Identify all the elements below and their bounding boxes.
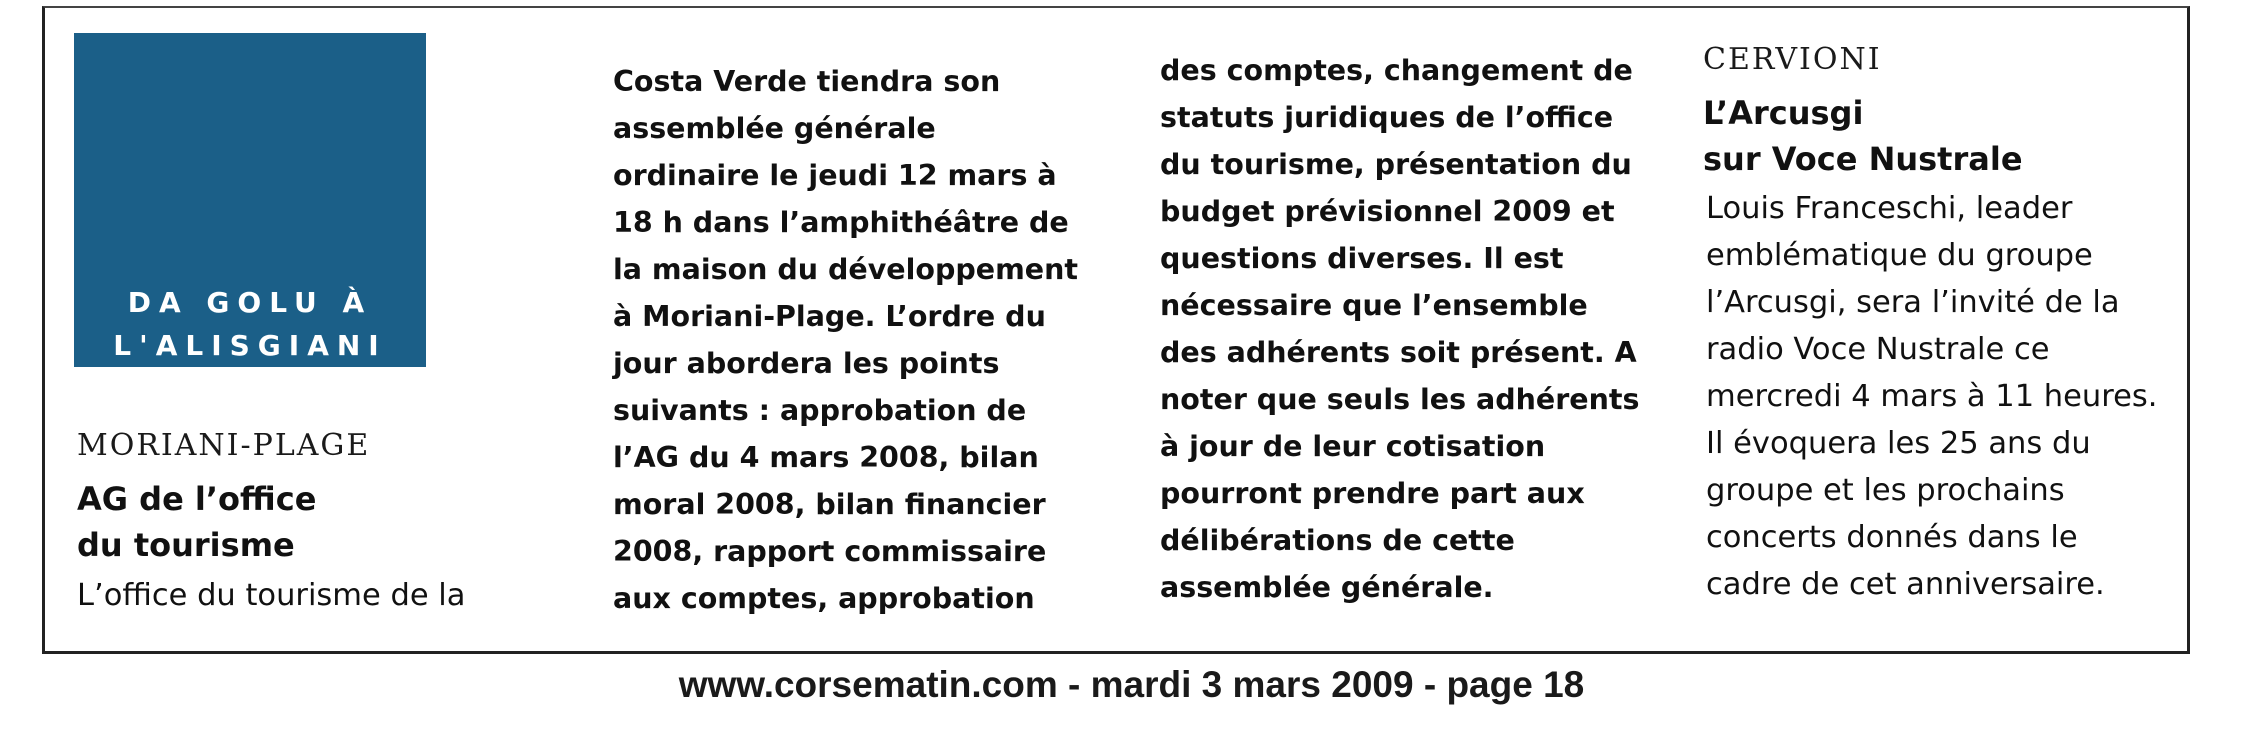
column2-line: à Moriani-Plage. L’ordre du <box>613 300 1046 333</box>
article2-kicker: CERVIONI <box>1703 42 1882 77</box>
column3-line: assemblée générale. <box>1160 571 1494 604</box>
column2-body <box>613 58 1078 622</box>
column3-body <box>1160 47 1639 611</box>
article2-body-line: concerts donnés dans le <box>1706 520 2078 555</box>
column3-line: des adhérents soit présent. A <box>1160 336 1637 369</box>
article2-body-line: emblématique du groupe <box>1706 238 2093 273</box>
column2-line: assemblée générale <box>613 112 936 145</box>
article1-headline-line: AG de l’office <box>77 480 317 518</box>
column3-line: du tourisme, présentation du <box>1160 148 1632 181</box>
column3-line: noter que seuls les adhérents <box>1160 383 1640 416</box>
column2-line: 2008, rapport commissaire <box>613 535 1047 568</box>
column2-line: la maison du développement <box>613 253 1079 286</box>
column3-line: nécessaire que l’ensemble <box>1160 289 1588 322</box>
article2-body-line: l’Arcusgi, sera l’invité de la <box>1706 285 2120 320</box>
column2-line: jour abordera les points <box>613 347 1000 380</box>
article1-headline <box>77 476 316 568</box>
column3-line: statuts juridiques de l’office <box>1160 101 1614 134</box>
article2-body-line: mercredi 4 mars à 11 heures. <box>1706 379 2158 414</box>
article1-headline-line: du tourisme <box>77 526 295 564</box>
article1-body-line: L’office du tourisme de la <box>77 578 466 613</box>
article2-headline-line: sur Voce Nustrale <box>1703 140 2023 178</box>
footer-source-line: www.corsematin.com - mardi 3 mars 2009 - page 18 <box>678 664 1585 705</box>
column3-line: pourront prendre part aux <box>1160 477 1585 510</box>
column2-line: aux comptes, approbation <box>613 582 1035 615</box>
article2-body-line: groupe et les prochains <box>1706 473 2065 508</box>
column3-line: délibérations de cette <box>1160 524 1515 557</box>
logo-line-1: DA GOLU À <box>127 286 373 319</box>
column3-line: budget prévisionnel 2009 et <box>1160 195 1615 228</box>
column2-line: 18 h dans l’amphithéâtre de <box>613 206 1069 239</box>
article1-kicker: MORIANI-PLAGE <box>77 428 371 463</box>
column2-line: suivants : approbation de <box>613 394 1027 427</box>
column2-line: Costa Verde tiendra son <box>613 65 1001 98</box>
logo-line-2: L'ALISGIANI <box>113 329 387 362</box>
column3-line: des comptes, changement de <box>1160 54 1633 87</box>
article2-body-line: Louis Franceschi, leader <box>1706 191 2073 226</box>
article2-body-line: radio Voce Nustrale ce <box>1706 332 2050 367</box>
article2-headline <box>1703 90 2023 182</box>
article2-body-line: Il évoquera les 25 ans du <box>1706 426 2091 461</box>
column2-line: l’AG du 4 mars 2008, bilan <box>613 441 1039 474</box>
section-logo <box>74 33 426 367</box>
article2-body <box>1706 185 2157 608</box>
column3-line: à jour de leur cotisation <box>1160 430 1546 463</box>
column2-line: moral 2008, bilan financier <box>613 488 1046 521</box>
article2-body-line: cadre de cet anniversaire. <box>1706 567 2105 602</box>
article2-headline-line: L’Arcusgi <box>1703 94 1864 132</box>
column3-line: questions diverses. Il est <box>1160 242 1564 275</box>
column2-line: ordinaire le jeudi 12 mars à <box>613 159 1057 192</box>
article1-body <box>77 572 465 619</box>
